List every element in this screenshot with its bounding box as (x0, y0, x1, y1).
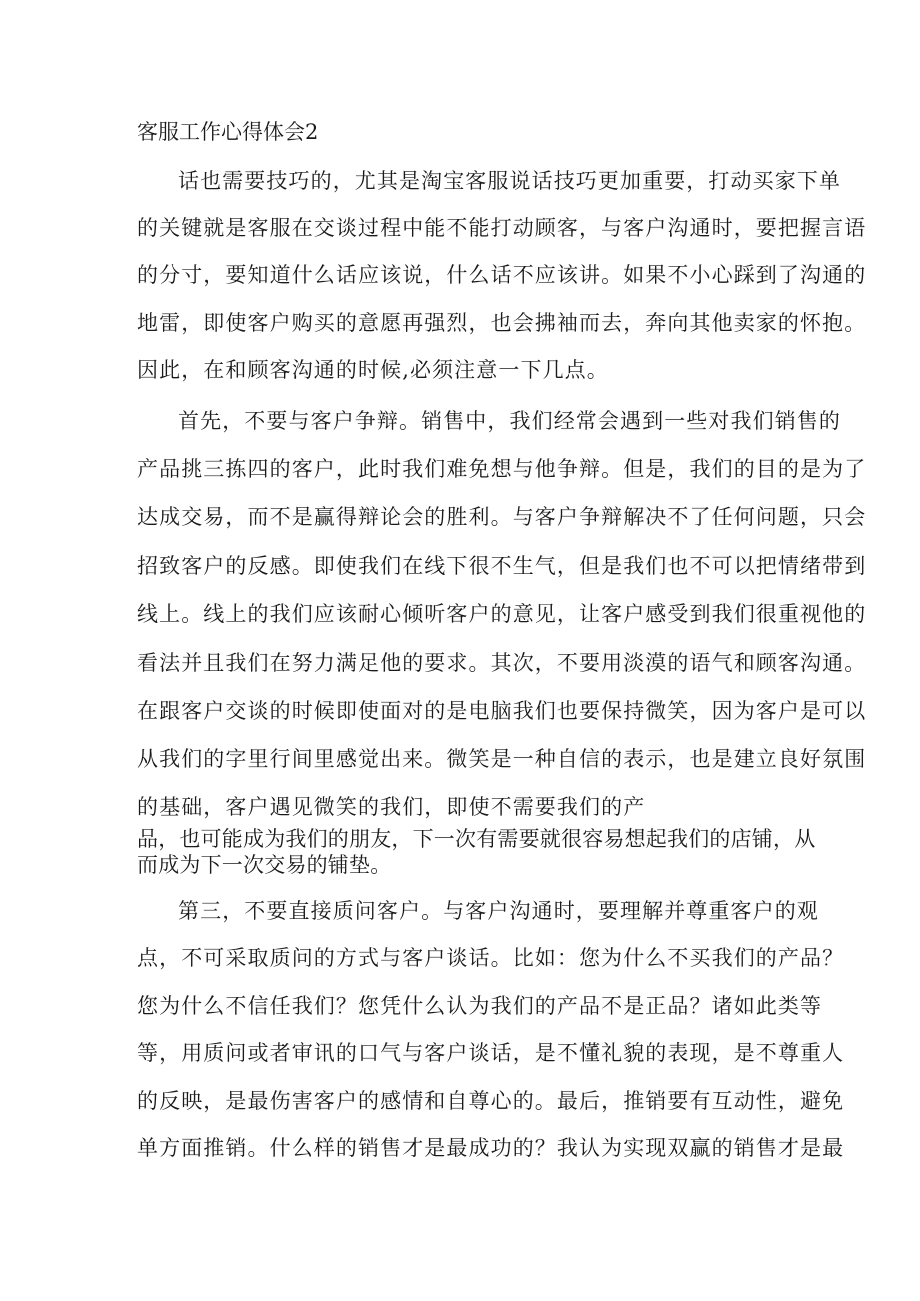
paragraph-line: 在跟客户交谈的时候即使面对的是电脑我们也要保持微笑，因为客户是可以 (137, 699, 867, 723)
paragraph-line: 您为什么不信任我们？您凭什么认为我们的产品不是正品？诸如此类等 (137, 994, 823, 1018)
paragraph-line: 产品挑三拣四的客户，此时我们难免想与他争辩。但是，我们的目的是为了 (137, 457, 867, 481)
paragraph-line: 因此，在和顾客沟通的时候,必须注意一下几点。 (137, 358, 609, 382)
paragraph-line: 的基础，客户遇见微笑的我们，即使不需要我们的产 (137, 795, 646, 819)
document-title: 客服工作心得体会2 (137, 120, 319, 144)
paragraph-line: 线上。线上的我们应该耐心倾听客户的意见，让客户感受到我们很重视他的 (137, 602, 867, 626)
paragraph-line: 地雷，即使客户购买的意愿再强烈，也会拂袖而去，奔向其他卖家的怀抱。 (137, 311, 867, 335)
paragraph-line: 招致客户的反感。即使我们在线下很不生气，但是我们也不可以把情绪带到 (137, 554, 867, 578)
paragraph-line: 点，不可采取质问的方式与客户谈话。比如：您为什么不买我们的产品？ (137, 946, 845, 970)
paragraph-line: 看法并且我们在努力满足他的要求。其次，不要用淡漠的语气和顾客沟通。 (137, 651, 867, 675)
paragraph-line: 第三，不要直接质问客户。与客户沟通时，要理解并尊重客户的观 (178, 899, 819, 923)
paragraph-line: 首先，不要与客户争辩。销售中，我们经常会遇到一些对我们销售的 (178, 409, 841, 433)
paragraph-line: 的反映，是最伤害客户的感情和自尊心的。最后，推销要有互动性，避免 (137, 1089, 845, 1113)
paragraph-line: 等，用质问或者审讯的口气与客户谈话，是不懂礼貌的表现，是不尊重人 (137, 1041, 845, 1065)
paragraph-line: 的分寸，要知道什么话应该说，什么话不应该讲。如果不小心踩到了沟通的 (137, 263, 867, 287)
paragraph-line: 的关键就是客服在交谈过程中能不能打动顾客，与客户沟通时，要把握言语 (137, 216, 867, 240)
paragraph-line: 话也需要技巧的，尤其是淘宝客服说话技巧更加重要，打动买家下单 (178, 169, 841, 193)
paragraph-line: 品，也可能成为我们的朋友，下一次有需要就很容易想起我们的店铺，从 (137, 827, 816, 851)
paragraph-line: 达成交易，而不是赢得辩论会的胜利。与客户争辩解决不了任何问题，只会 (137, 505, 867, 529)
paragraph-line: 单方面推销。什么样的销售才是最成功的？我认为实现双赢的销售才是最 (137, 1136, 845, 1160)
paragraph-line: 而成为下一次交易的铺垫。 (137, 853, 392, 877)
paragraph-line: 从我们的字里行间里感觉出来。微笑是一种自信的表示，也是建立良好氛围 (137, 747, 867, 771)
